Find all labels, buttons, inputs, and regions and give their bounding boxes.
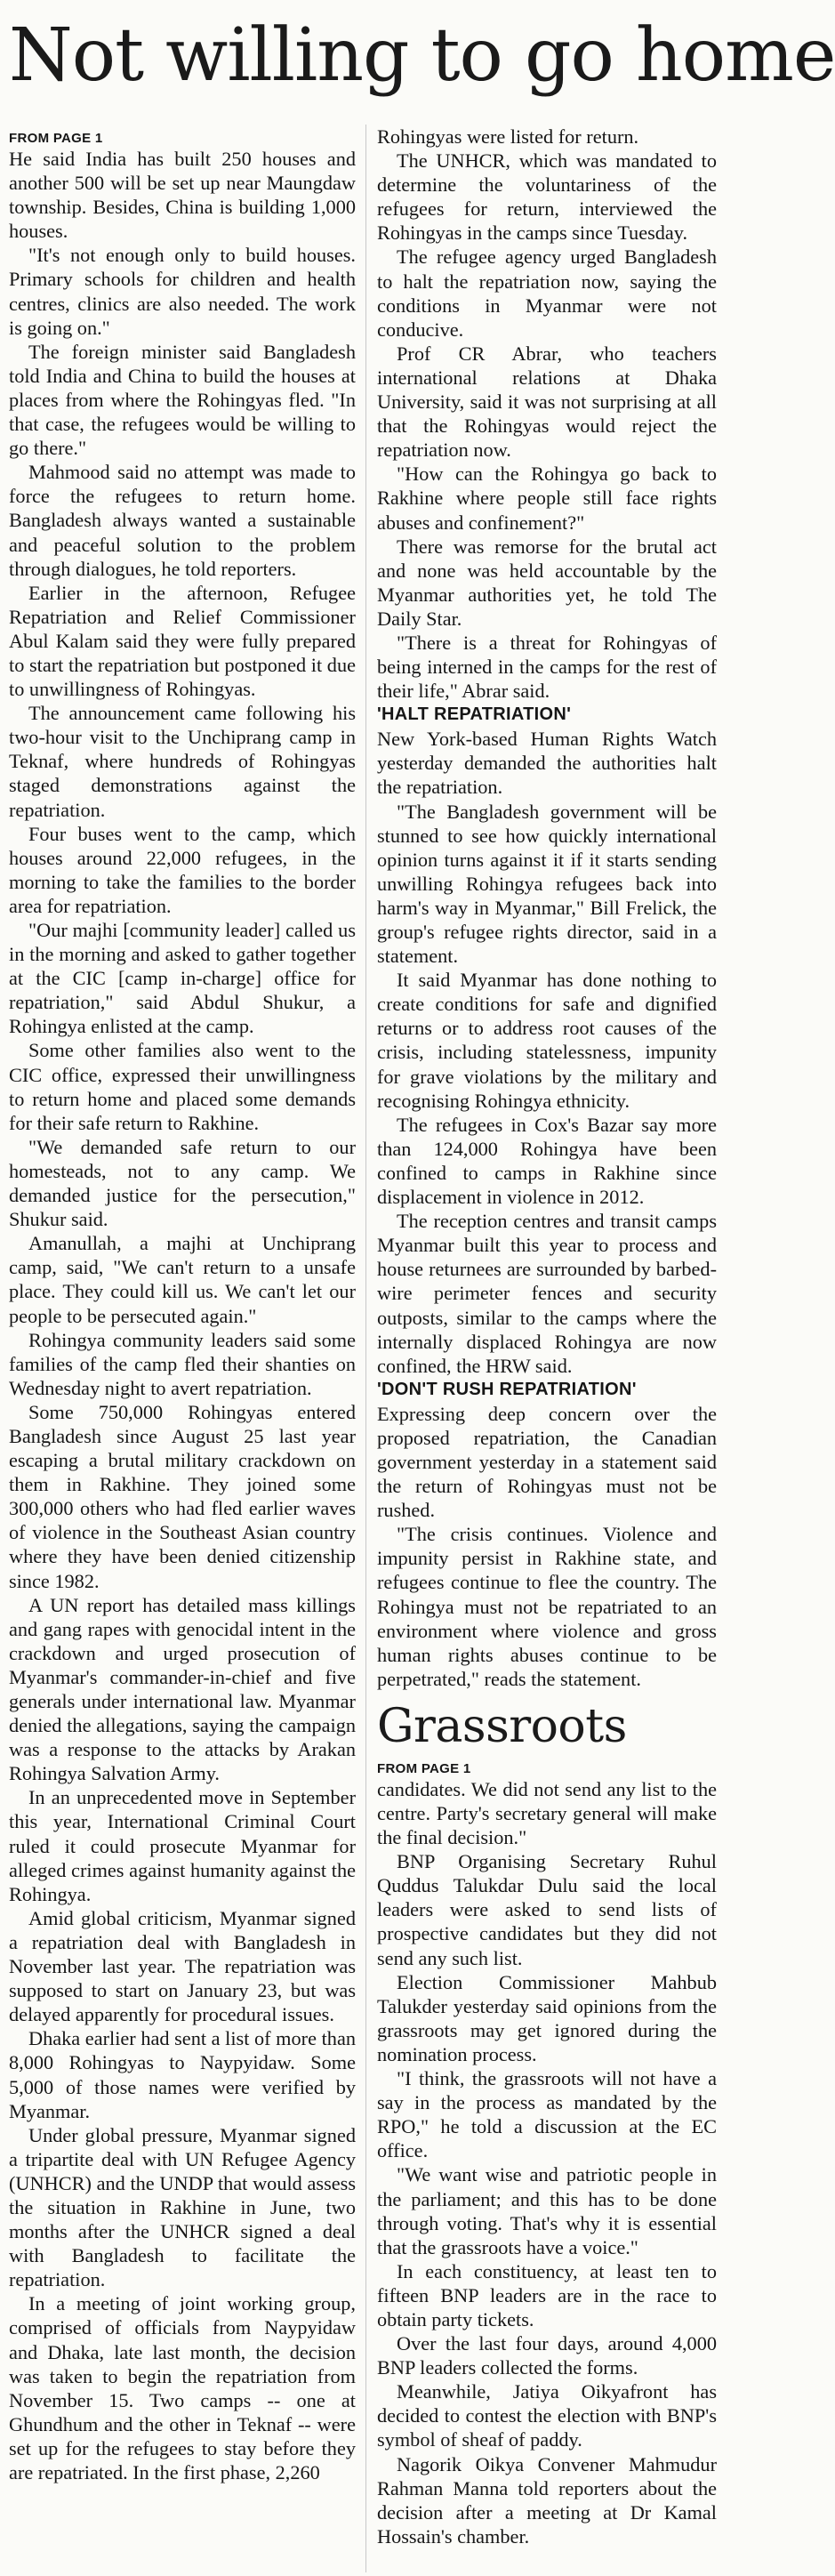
paragraph: Over the last four days, around 4,000 BNP leaders collected the forms. (377, 2332, 717, 2379)
paragraph: The reception centres and transit camps Myanmar built this year to process and house returnees are surrounded by barbed-wire perimeter fences and security outposts, similar to the camps where the internally displaced Rohingya are now confined, the HRW said. (377, 1210, 717, 1377)
column-divider (365, 125, 366, 2572)
paragraph: Rohingya community leaders said some families of the camp fled their shanties on Wednesday night to avert repatriation. (9, 1328, 356, 1399)
paragraph: Expressing deep concern over the proposed repatriation, the Canadian government yesterday in a statement said the return of Rohingyas must not be rushed. (377, 1402, 717, 1522)
story-body-hrw (377, 727, 717, 1378)
paragraph: "The Bangladesh government will be stunned to see how quickly international opinion turns against it if it starts sending unwilling Rohingya refugees back into harm's way in Myanmar," Bill Frelick, the group's refugee rights director, said in a statement. (377, 800, 717, 968)
paragraph: BNP Organising Secretary Ruhul Quddus Talukdar Dulu said the local leaders were asked to send lists of prospective candidates but they did not send any such list. (377, 1850, 717, 1969)
paragraph: In each constituency, at least ten to fifteen BNP leaders are in the race to obtain party tickets. (377, 2259, 717, 2330)
paragraph: Under global pressure, Myanmar signed a tripartite deal with UN Refugee Agency (UNHCR) and the UNDP that would assess the situation in Rakhine in June, two months after the UNHCR signed a deal with Bangladesh to facilitate the repatriation. (9, 2123, 356, 2291)
paragraph: In a meeting of joint working group, comprised of officials from Naypyidaw and Dhaka, late last month, the decision was taken to begin the repatriation from November 15. Two camps -- one at Ghundhum and the other in Teknaf -- were set up for the refugees to stay before they are repatriated. In the first phase, 2,260 (9, 2292, 356, 2483)
paragraph: "There is a threat for Rohingyas of being interned in the camps for the rest of their life," Abrar said. (377, 631, 717, 703)
headline: Not willing to go home (9, 13, 835, 98)
grassroots-body (377, 1777, 717, 2548)
subhead-dont-rush: 'DON'T RUSH REPATRIATION' (377, 1379, 637, 1399)
paragraph: New York-based Human Rights Watch yesterday demanded the authorities halt the repatriation. (377, 728, 717, 799)
paragraph: Rohingyas were listed for return. (377, 125, 639, 148)
paragraph: Nagorik Oikya Convener Mahmudur Rahman Manna told reporters about the decision after a meeting at Dr Kamal Hossain's chamber. (377, 2452, 717, 2548)
paragraph: Prof CR Abrar, who teachers international relations at Dhaka University, said it was not surprising at all that the Rohingyas would reject the repatriation now. (377, 342, 717, 462)
paragraph: "Our majhi [community leader] called us in the morning and asked to gather together at the CIC [camp in-charge] office for repatriation," said Abdul Shukur, a Rohingya enlisted at the camp. (9, 919, 356, 1038)
paragraph: Earlier in the afternoon, Refugee Repatriation and Relief Commissioner Abul Kalam said they were fully prepared to start the repatriation but postponed it due to unwillingness of Rohingyas. (9, 581, 356, 701)
paragraph: Amanullah, a majhi at Unchiprang camp, said, "We can't return to a unsafe place. They could kill us. We can't let our people to be persecuted again." (9, 1232, 356, 1327)
paragraph: A UN report has detailed mass killings and gang rapes with genocidal intent in the crackdown and urged prosecution of Myanmar's commander-in-chief and five generals under international law. Myanmar denied the allegations, saying the campaign was a response to the attacks by Arakan Rohingya Salvation Army. (9, 1593, 356, 1785)
paragraph: The refugee agency urged Bangladesh to halt the repatriation now, saying the conditions in Myanmar were not conducive. (377, 246, 717, 341)
paragraph: In an unprecedented move in September this year, International Criminal Court ruled it could prosecute Myanmar for alleged crimes against humanity against the Rohingya. (9, 1786, 356, 1905)
left-column (9, 125, 356, 2572)
paragraph: Election Commissioner Mahbub Talukder yesterday said opinions from the grassroots may get ignored during the nomination process. (377, 1970, 717, 2065)
paragraph: The announcement came following his two-hour visit to the Unchiprang camp in Teknaf, where hundreds of Rohingyas staged demonstrations against the repatriation. (9, 702, 356, 821)
paragraph: candidates. We did not send any list to the centre. Party's secretary general will make the final decision." (377, 1777, 717, 1849)
paragraph: Amid global criticism, Myanmar signed a repatriation deal with Bangladesh in November last year. The repatriation was supposed to start on January 23, but was delayed apparently for procedural issues. (9, 1906, 356, 2026)
paragraph: "I think, the grassroots will not have a say in the process as mandated by the RPO," he told a discussion at the EC office. (377, 2067, 717, 2162)
paragraph: Four buses went to the camp, which houses around 22,000 refugees, in the morning to take the families to the border area for repatriation. (9, 822, 356, 917)
paragraph: He said India has built 250 houses and another 500 will be set up near Maungdaw township. Besides, China is building 1,000 houses. (9, 148, 356, 243)
paragraph: The UNHCR, which was mandated to determine the voluntariness of the refugees for return, interviewed the Rohingyas in the camps since Tuesday. (377, 149, 717, 245)
story-body-right (377, 125, 717, 703)
paragraph: "It's not enough only to build houses. Primary schools for children and health centres, clinics are also needed. The work is going on." (9, 244, 356, 339)
paragraph: It said Myanmar has done nothing to create conditions for safe and dignified returns or to address root causes of the crisis, including statelessness, impunity for grave violations by the military and recognising Rohingya ethnicity. (377, 969, 717, 1112)
grassroots-from-page-label: FROM PAGE 1 (377, 1760, 471, 1776)
paragraph: Some 750,000 Rohingyas entered Bangladesh since August 25 last year escaping a brutal military crackdown on them in Rakhine. They joined some 300,000 others who had fled earlier waves of violence in the Southeast Asian country where they have been denied citizenship since 1982. (9, 1400, 356, 1592)
paragraph: There was remorse for the brutal act and none was held accountable by the Myanmar authorities yet, he told The Daily Star. (377, 535, 717, 630)
right-column (377, 125, 717, 2572)
paragraph: Meanwhile, Jatiya Oikyafront has decided to contest the election with BNP's symbol of sheaf of paddy. (377, 2380, 717, 2451)
story-body-left (9, 147, 356, 2484)
paragraph: "We want wise and patriotic people in the parliament; and this has to be done through voting. That's why it is essential that the grassroots have a voice." (377, 2163, 717, 2258)
paragraph: "The crisis continues. Violence and impunity persist in Rakhine state, and refugees continue to flee the country. The Rohingya must not be repatriated to an environment where violence and gross human rights abuses continue to be perpetrated," reads the statement. (377, 1523, 717, 1690)
from-page-label: FROM PAGE 1 (9, 131, 103, 146)
paragraph: "How can the Rohingya go back to Rakhine where people still face rights abuses and confinement?" (377, 463, 717, 534)
story-body-canada (377, 1402, 717, 1691)
paragraph: Some other families also went to the CIC office, expressed their unwillingness to return home and placed some demands for their safe return to Rakhine. (9, 1039, 356, 1134)
paragraph: "We demanded safe return to our homesteads, not to any camp. We demanded justice for the persecution," Shukur said. (9, 1135, 356, 1231)
paragraph: Mahmood said no attempt was made to force the refugees to return home. Bangladesh always wanted a sustainable and peaceful solution to the problem through dialogues, he told reporters. (9, 461, 356, 580)
paragraph: Dhaka earlier had sent a list of more than 8,000 Rohingyas to Naypyidaw. Some 5,000 of those names were verified by Myanmar. (9, 2027, 356, 2122)
paragraph: The foreign minister said Bangladesh told India and China to build the houses at places from where the Rohingyas fled. "In that case, the refugees would be willing to go there." (9, 340, 356, 460)
subhead-halt-repatriation: 'HALT REPATRIATION' (377, 704, 572, 725)
grassroots-headline: Grassroots (377, 1699, 627, 1753)
paragraph: The refugees in Cox's Bazar say more than 124,000 Rohingya have been confined to camps in Rakhine since displacement in violence in 2012. (377, 1113, 717, 1209)
